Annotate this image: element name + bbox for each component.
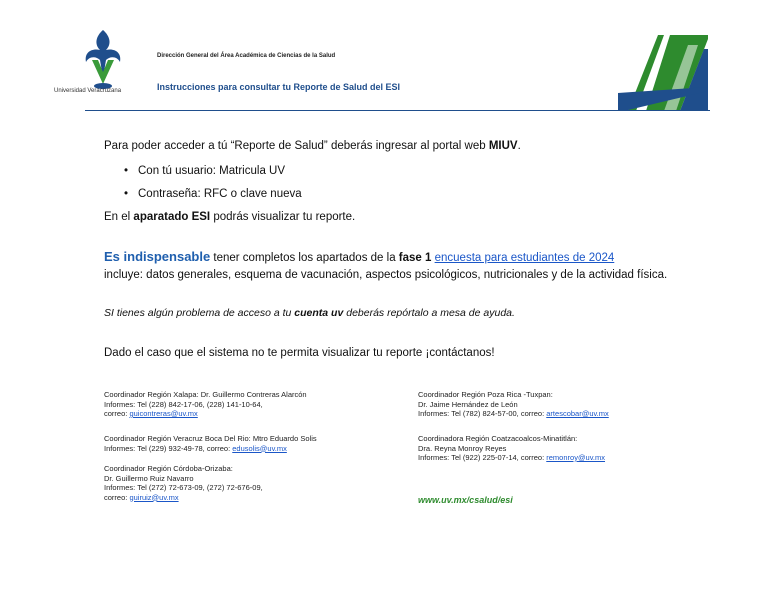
survey-link[interactable]: encuesta para estudiantes de 2024	[434, 252, 615, 264]
contact-xalapa: Coordinador Región Xalapa: Dr. Guillermo Contreras Alarcón Informes: Tel (228) 842-17-06, (228) 141-10-64, correo: guicontreras@uv.mx	[104, 390, 307, 418]
header-divider	[85, 110, 710, 111]
page-subtitle: Instrucciones para consultar tu Reporte de Salud del ESI	[157, 82, 401, 92]
brand-stripes	[618, 33, 708, 111]
department-title: Dirección General del Área Académica de Ciencias de la Salud	[157, 53, 336, 59]
requirements-text: incluye: datos generales, esquema de vacunación, aspectos psicológicos, nutricionales y de la actividad física.	[104, 269, 668, 281]
contact-coatzacoalcos: Coordinadora Región Coatzacoalcos-Minatitlán: Dra. Reyna Monroy Reyes Informes: Tel (922) 225-07-14, correo: remonroy@uv.mx	[418, 434, 606, 462]
intro-text: Para poder acceder a tú “Reporte de Salud” deberás ingresar al portal web MIUV.	[104, 140, 521, 152]
website-link[interactable]: www.uv.mx/csalud/esi	[418, 495, 513, 505]
indispensable-label: Es indispensable	[104, 249, 211, 264]
email-veracruz[interactable]: edusolis@uv.mx	[232, 443, 287, 453]
problem-text: SI tienes algún problema de acceso a tu cuenta uv deberás repórtalo a mesa de ayuda.	[104, 307, 515, 319]
indispensable-text: Es indispensable tener completos los apartados de la fase 1 encuesta para estudiantes de 2024	[104, 249, 615, 264]
bullet-password: • Contraseña: RFC o clave nueva	[138, 188, 302, 200]
email-cordoba[interactable]: guiruiz@uv.mx	[129, 492, 179, 502]
email-xalapa[interactable]: guicontreras@uv.mx	[129, 409, 198, 418]
contact-veracruz: Coordinador Región Veracruz Boca Del Rio: Mtro Eduardo Solis Informes: Tel (229) 932-49-78, correo: edusolis@uv.mx	[104, 434, 317, 453]
email-coatzacoalcos[interactable]: remonroy@uv.mx	[546, 453, 606, 462]
contact-us-text: Dado el caso que el sistema no te permita visualizar tu reporte ¡contáctanos!	[104, 347, 495, 359]
miuv-label: MIUV	[488, 140, 518, 152]
logo-caption: Universidad Veracruzana	[54, 88, 122, 94]
bullet-user: • Con tú usuario: Matricula UV	[138, 165, 285, 177]
esi-text: En el aparatado ESI podrás visualizar tu reporte.	[104, 211, 356, 223]
contact-cordoba: Coordinador Región Córdoba-Orizaba: Dr. Guillermo Ruiz Navarro Informes: Tel (272) 72-673-09, (272) 72-676-09, correo: guiruiz@uv.mx	[104, 464, 263, 502]
contact-pozarica: Coordinador Región Poza Rica -Tuxpan: Dr. Jaime Hernández de León Informes: Tel (782) 824-57-00, correo: artescobar@uv.mx	[418, 390, 609, 418]
email-pozarica[interactable]: artescobar@uv.mx	[546, 409, 609, 418]
